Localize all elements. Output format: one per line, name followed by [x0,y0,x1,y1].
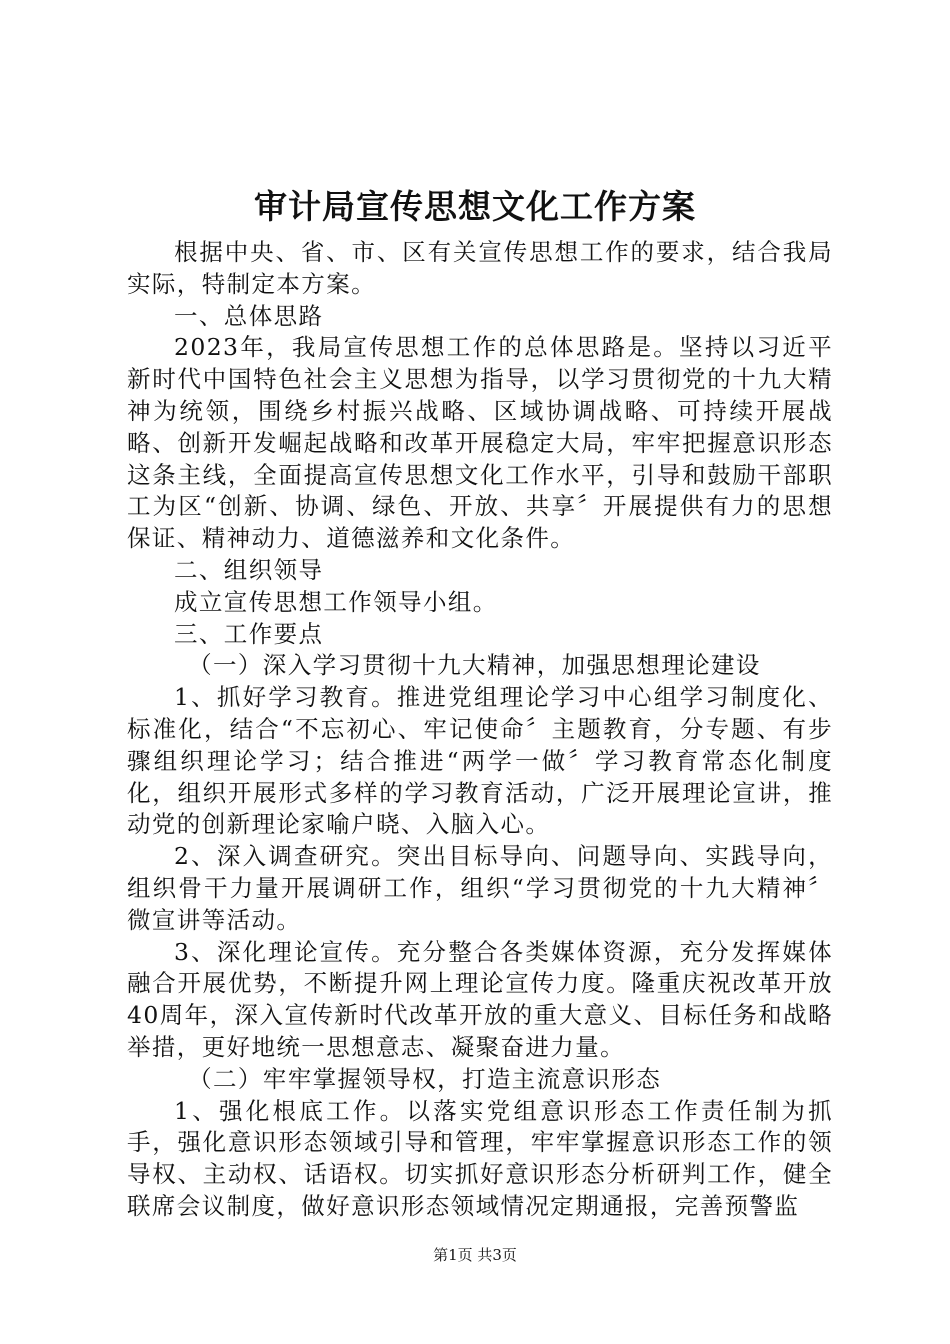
section-heading-overall-approach: 一、总体思路 [174,301,324,330]
paragraph-intro: 根据中央、省、市、区有关宣传思想工作的要求，结合我局实际，特制定本方案。 [127,238,833,298]
paragraph-foundation-work: 1、强化根底工作。以落实党组意识形态工作责任制为抓手，强化意识形态领域引导和管理，牢牢掌握意识形态工作的领导权、主动权、话语权。切实抓好意识形态分析研判工作，健全联席会议制度，做好意识形态领域情况定期通报，完善预警监 [127,1096,833,1220]
section-heading-work-points: 三、工作要点 [174,619,324,648]
document-title: 审计局宣传思想文化工作方案 [254,187,696,226]
paragraph-theory-publicity: 3、深化理论宣传。充分整合各类媒体资源，充分发挥媒体融合开展优势，不断提升网上理论宣传力度。隆重庆祝改革开放40周年，深入宣传新时代改革开放的重大意义、目标任务和战略举措，更好地统一思想意志、凝聚奋进力量。 [127,937,833,1061]
paragraph-research: 2、深入调查研究。突出目标导向、问题导向、实践导向，组织骨干力量开展调研工作，组织“学习贯彻党的十九大精神〞微宣讲等活动。 [127,842,833,934]
subsection-heading-theory: （一）深入学习贯彻十九大精神，加强思想理论建设 [188,651,761,680]
section-heading-organization: 二、组织领导 [174,555,324,584]
document-body [127,237,833,1223]
paragraph-study-education: 1、抓好学习教育。推进党组理论学习中心组学习制度化、标准化，结合“不忘初心、牢记使命〞主题教育，分专题、有步骤组织理论学习；结合推进“两学一做〞学习教育常态化制度化，组织开展形式多样的学习教育活动，广泛开展理论宣讲，推动党的创新理论家喻户晓、入脑入心。 [127,683,833,839]
paragraph-organization: 成立宣传思想工作领导小组。 [174,587,498,616]
subsection-heading-ideology: （二）牢牢掌握领导权，打造主流意识形态 [188,1064,662,1093]
page-footer: 第1页 共3页 [433,1246,517,1264]
paragraph-overall-approach: 2023年，我局宣传思想工作的总体思路是。坚持以习近平新时代中国特色社会主义思想为指导，以学习贯彻党的十九大精神为统领，围绕乡村振兴战略、区域协调战略、可持续开展战略、创新开发崛起战略和改革开展稳定大局，牢牢把握意识形态这条主线，全面提高宣传思想文化工作水平，引导和鼓励干部职工为区“创新、协调、绿色、开放、共享〞开展提供有力的思想保证、精神动力、道德滋养和文化条件。 [127,333,833,553]
